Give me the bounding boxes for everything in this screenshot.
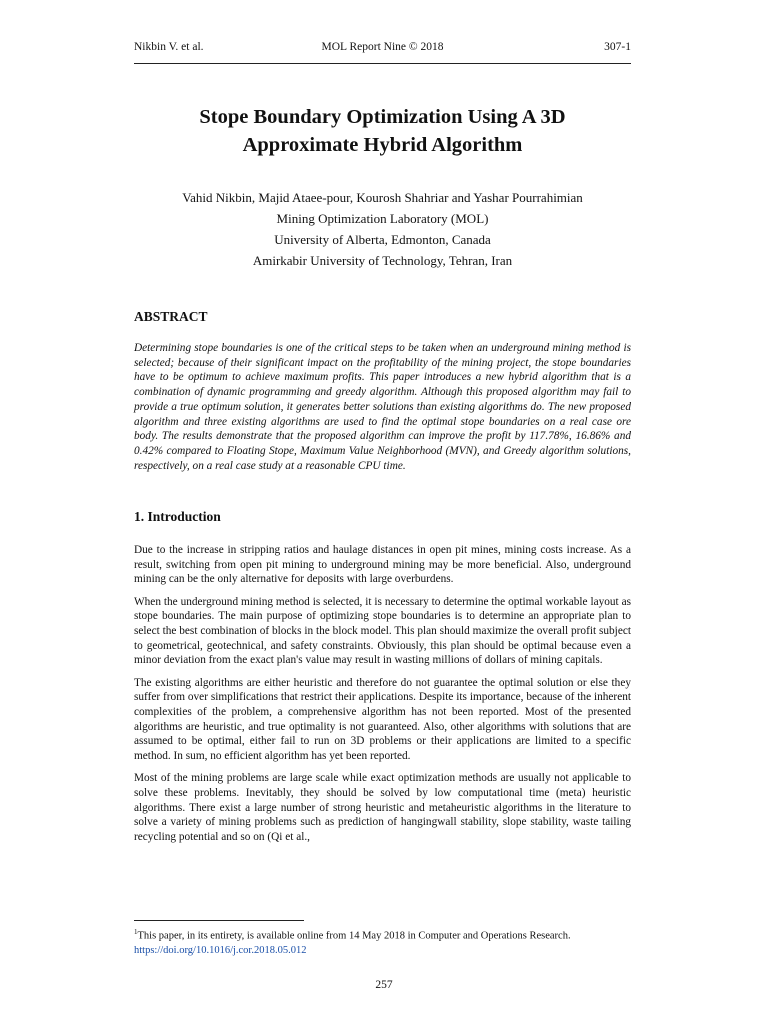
intro-paragraph-4: Most of the mining problems are large scale while exact optimization methods are usually not applicable to solve these problems. Inevitably, they should be solved by low computational time (meta) heuristic algorithms. There exist a large number of strong heuristic and metaheuristic algorithms in the literature to solve a variety of mining problems such as prediction of hangingwall stability, slope stability, waste tailing recycling potential and so on (Qi et al.,	[134, 772, 631, 843]
affiliation-university-1: University of Alberta, Edmonton, Canada	[274, 232, 491, 247]
title-line-2: Approximate Hybrid Algorithm	[242, 134, 523, 156]
introduction-body	[134, 543, 631, 852]
abstract-heading: ABSTRACT	[134, 309, 208, 324]
intro-paragraph-1: Due to the increase in stripping ratios and haulage distances in open pit mines, mining costs increase. As a result, switching from open pit mining to underground mining may be more beneficial. Also, underground mining can be the only alternative for deposits with large overburdens.	[134, 544, 631, 586]
author-block	[134, 187, 631, 271]
title-line-1: Stope Boundary Optimization Using A 3D	[199, 106, 566, 128]
running-header	[134, 41, 631, 57]
footnote-rule	[134, 920, 304, 921]
section-heading-introduction: 1. Introduction	[134, 509, 221, 524]
affiliation-lab: Mining Optimization Laboratory (MOL)	[276, 211, 489, 226]
author-names: Vahid Nikbin, Majid Ataee-pour, Kourosh Shahriar and Yashar Pourrahimian	[182, 190, 583, 205]
header-authors: Nikbin V. et al.	[134, 41, 204, 53]
footnote	[134, 925, 631, 958]
abstract-text: Determining stope boundaries is one of the critical steps to be taken when an underground mining method is selected; because of their significant impact on the profitability of the mining project, the stope boundaries have to be optimum to achieve maximum profits. This paper introduces a new hybrid algorithm that is a combination of dynamic programming and greedy algorithm. Although this proposed algorithm may fail to provide a true optimum solution, it generates better solutions than existing algorithms do. The new proposed algorithm and three existing algorithms are used to find the optimal stope boundaries on a real case ore body. The results demonstrate that the proposed algorithm can improve the profit by 117.78%, 16.86% and 0.42% compared to Floating Stope, Maximum Value Neighborhood (MVN), and Greedy algorithm solutions, respectively, on a real case study at a reasonable CPU time.	[134, 342, 631, 472]
affiliation-university-2: Amirkabir University of Technology, Tehran, Iran	[252, 253, 513, 268]
intro-paragraph-3: The existing algorithms are either heuristic and therefore do not guarantee the optimal solution or else they suffer from over simplifications that restrict their applications. Despite its importance, because of the inherent complexities of the problem, a comprehensive algorithm has not been reported. Most of the presented algorithms are heuristic, and true optimality is not guaranteed. Also, other algorithms with solutions that are assumed to be optimal, either fail to run on 3D problems or their applications are limited to a specific method. In sum, no efficient algorithm has yet been reported.	[134, 676, 631, 762]
header-rule	[134, 63, 631, 64]
paper-title	[134, 103, 631, 159]
header-report: MOL Report Nine © 2018	[321, 41, 444, 53]
footnote-text: This paper, in its entirety, is available online from 14 May 2018 in Computer and Operations Research.	[137, 930, 571, 942]
intro-paragraph-2: When the underground mining method is selected, it is necessary to determine the optimal workable layout as stope boundaries. The main purpose of optimizing stope boundaries is to determine an appropriate plan to select the best combination of blocks in the block model. This plan should maximize the overall profit subject to geometrical, geotechnical, and safety constraints. Obviously, this plan should be optimal because even a minor deviation from the exact plan's value may result in wasting millions of dollars of mining capitals.	[134, 595, 631, 667]
footnote-mark: 1	[134, 928, 138, 936]
page-number: 257	[375, 979, 393, 991]
doi-link[interactable]: https://doi.org/10.1016/j.cor.2018.05.012	[134, 944, 307, 956]
header-page-id: 307-1	[604, 41, 631, 53]
